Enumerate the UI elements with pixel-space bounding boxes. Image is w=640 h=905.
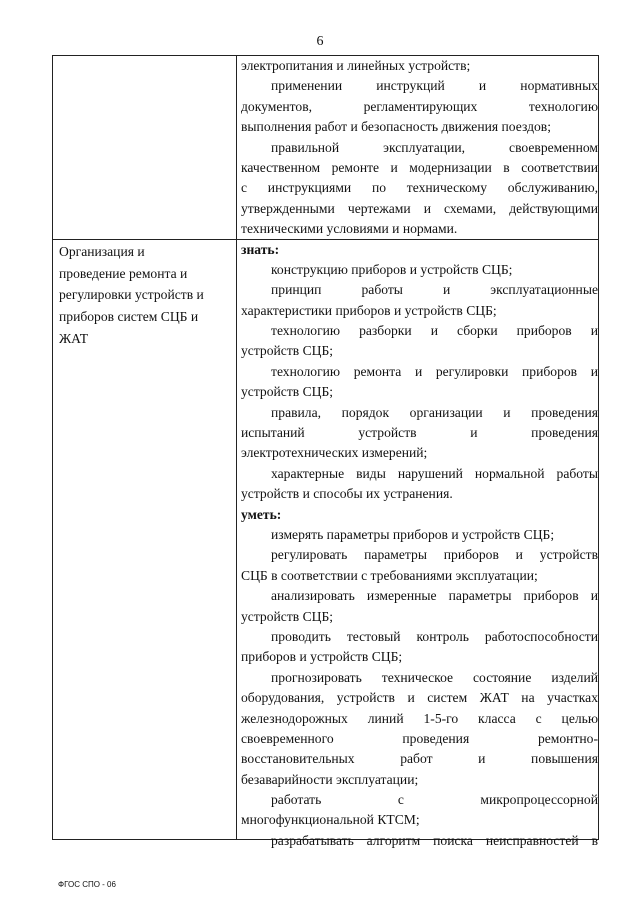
competency-table bbox=[52, 55, 599, 848]
requirement-text-line: характерные виды нарушений нормальной работы bbox=[271, 465, 598, 481]
requirement-text-line: СЦБ в соответствии с требованиями эксплуатации; bbox=[241, 567, 538, 583]
requirement-text-line: анализировать измеренные параметры приборов и bbox=[271, 588, 598, 604]
requirement-text-line: конструкцию приборов и устройств СЦБ; bbox=[271, 261, 513, 277]
page-number: 6 bbox=[316, 34, 324, 49]
requirement-text-line: испытаний устройств и проведения bbox=[241, 425, 598, 441]
requirement-text-line: прогнозировать техническое состояние изделий bbox=[271, 669, 598, 685]
column-divider bbox=[236, 56, 237, 839]
requirement-text-line: безаварийности эксплуатации; bbox=[241, 771, 419, 787]
requirement-text-line: работать с микропроцессорной bbox=[271, 792, 598, 808]
requirement-text-line: принцип работы и эксплуатационные bbox=[271, 282, 598, 298]
competency-title-line: Организация и bbox=[59, 244, 145, 259]
competency-title-line: ЖАТ bbox=[59, 330, 89, 346]
section-heading: уметь: bbox=[241, 506, 282, 522]
requirement-text-line: применении инструкций и нормативных bbox=[271, 78, 598, 94]
requirement-text-line: разрабатывать алгоритм поиска неисправностей в bbox=[271, 832, 598, 848]
requirement-text-line: качественном ремонте и модернизации в соответствии bbox=[241, 159, 598, 175]
requirement-text-line: оборудования, устройств и систем ЖАТ на участках bbox=[241, 690, 598, 706]
requirement-text-line: проводить тестовый контроль работоспособности bbox=[271, 628, 598, 644]
requirement-text-line: электропитания и линейных устройств; bbox=[241, 58, 471, 73]
requirement-text-line: устройств СЦБ; bbox=[241, 608, 334, 624]
footer-code: ФГОС СПО - 06 bbox=[58, 880, 116, 889]
requirement-text-line: регулировать параметры приборов и устройств bbox=[271, 547, 598, 563]
requirement-text-line: восстановительных работ и повышения bbox=[241, 751, 598, 767]
requirement-text-line: измерять параметры приборов и устройств СЦБ; bbox=[271, 526, 555, 542]
requirement-text-line: технологию ремонта и регулировки приборов и bbox=[271, 363, 598, 379]
competency-title-cell bbox=[59, 241, 229, 350]
section-heading: знать: bbox=[241, 241, 280, 257]
requirement-text-line: устройств СЦБ; bbox=[241, 384, 334, 400]
competency-title-line: приборов систем СЦБ и bbox=[59, 309, 199, 325]
requirements-cell bbox=[241, 56, 598, 851]
requirement-text-line: документов, регламентирующих технологию bbox=[241, 98, 598, 114]
requirement-text-line: техническими условиями и нормами. bbox=[241, 221, 458, 237]
requirement-text-line: характеристики приборов и устройств СЦБ; bbox=[241, 302, 497, 318]
requirement-text-line: устройств СЦБ; bbox=[241, 343, 334, 359]
requirement-text-line: устройств и способы их устранения. bbox=[241, 486, 453, 502]
requirement-text-line: электротехнических измерений; bbox=[241, 445, 428, 461]
competency-title-line: проведение ремонта и bbox=[59, 265, 188, 281]
requirement-text-line: правильной эксплуатации, своевременном bbox=[271, 139, 598, 155]
requirement-text-line: выполнения работ и безопасность движения поездов; bbox=[241, 119, 551, 135]
competency-title-line: регулировки устройств и bbox=[59, 287, 204, 303]
requirement-text-line: с инструкциями по техническому обслуживанию, bbox=[241, 180, 598, 196]
requirement-text-line: утвержденными чертежами и схемами, действующими bbox=[241, 200, 598, 216]
requirement-text-line: правила, порядок организации и проведения bbox=[271, 404, 598, 420]
requirement-text-line: технологию разборки и сборки приборов и bbox=[271, 323, 598, 339]
requirement-text-line: приборов и устройств СЦБ; bbox=[241, 649, 403, 665]
requirement-text-line: железнодорожных линий 1-5-го класса с целью bbox=[241, 710, 598, 726]
requirement-text-line: своевременного проведения ремонтно- bbox=[241, 730, 598, 746]
requirement-text-line: многофункциональной КТСМ; bbox=[241, 812, 420, 828]
